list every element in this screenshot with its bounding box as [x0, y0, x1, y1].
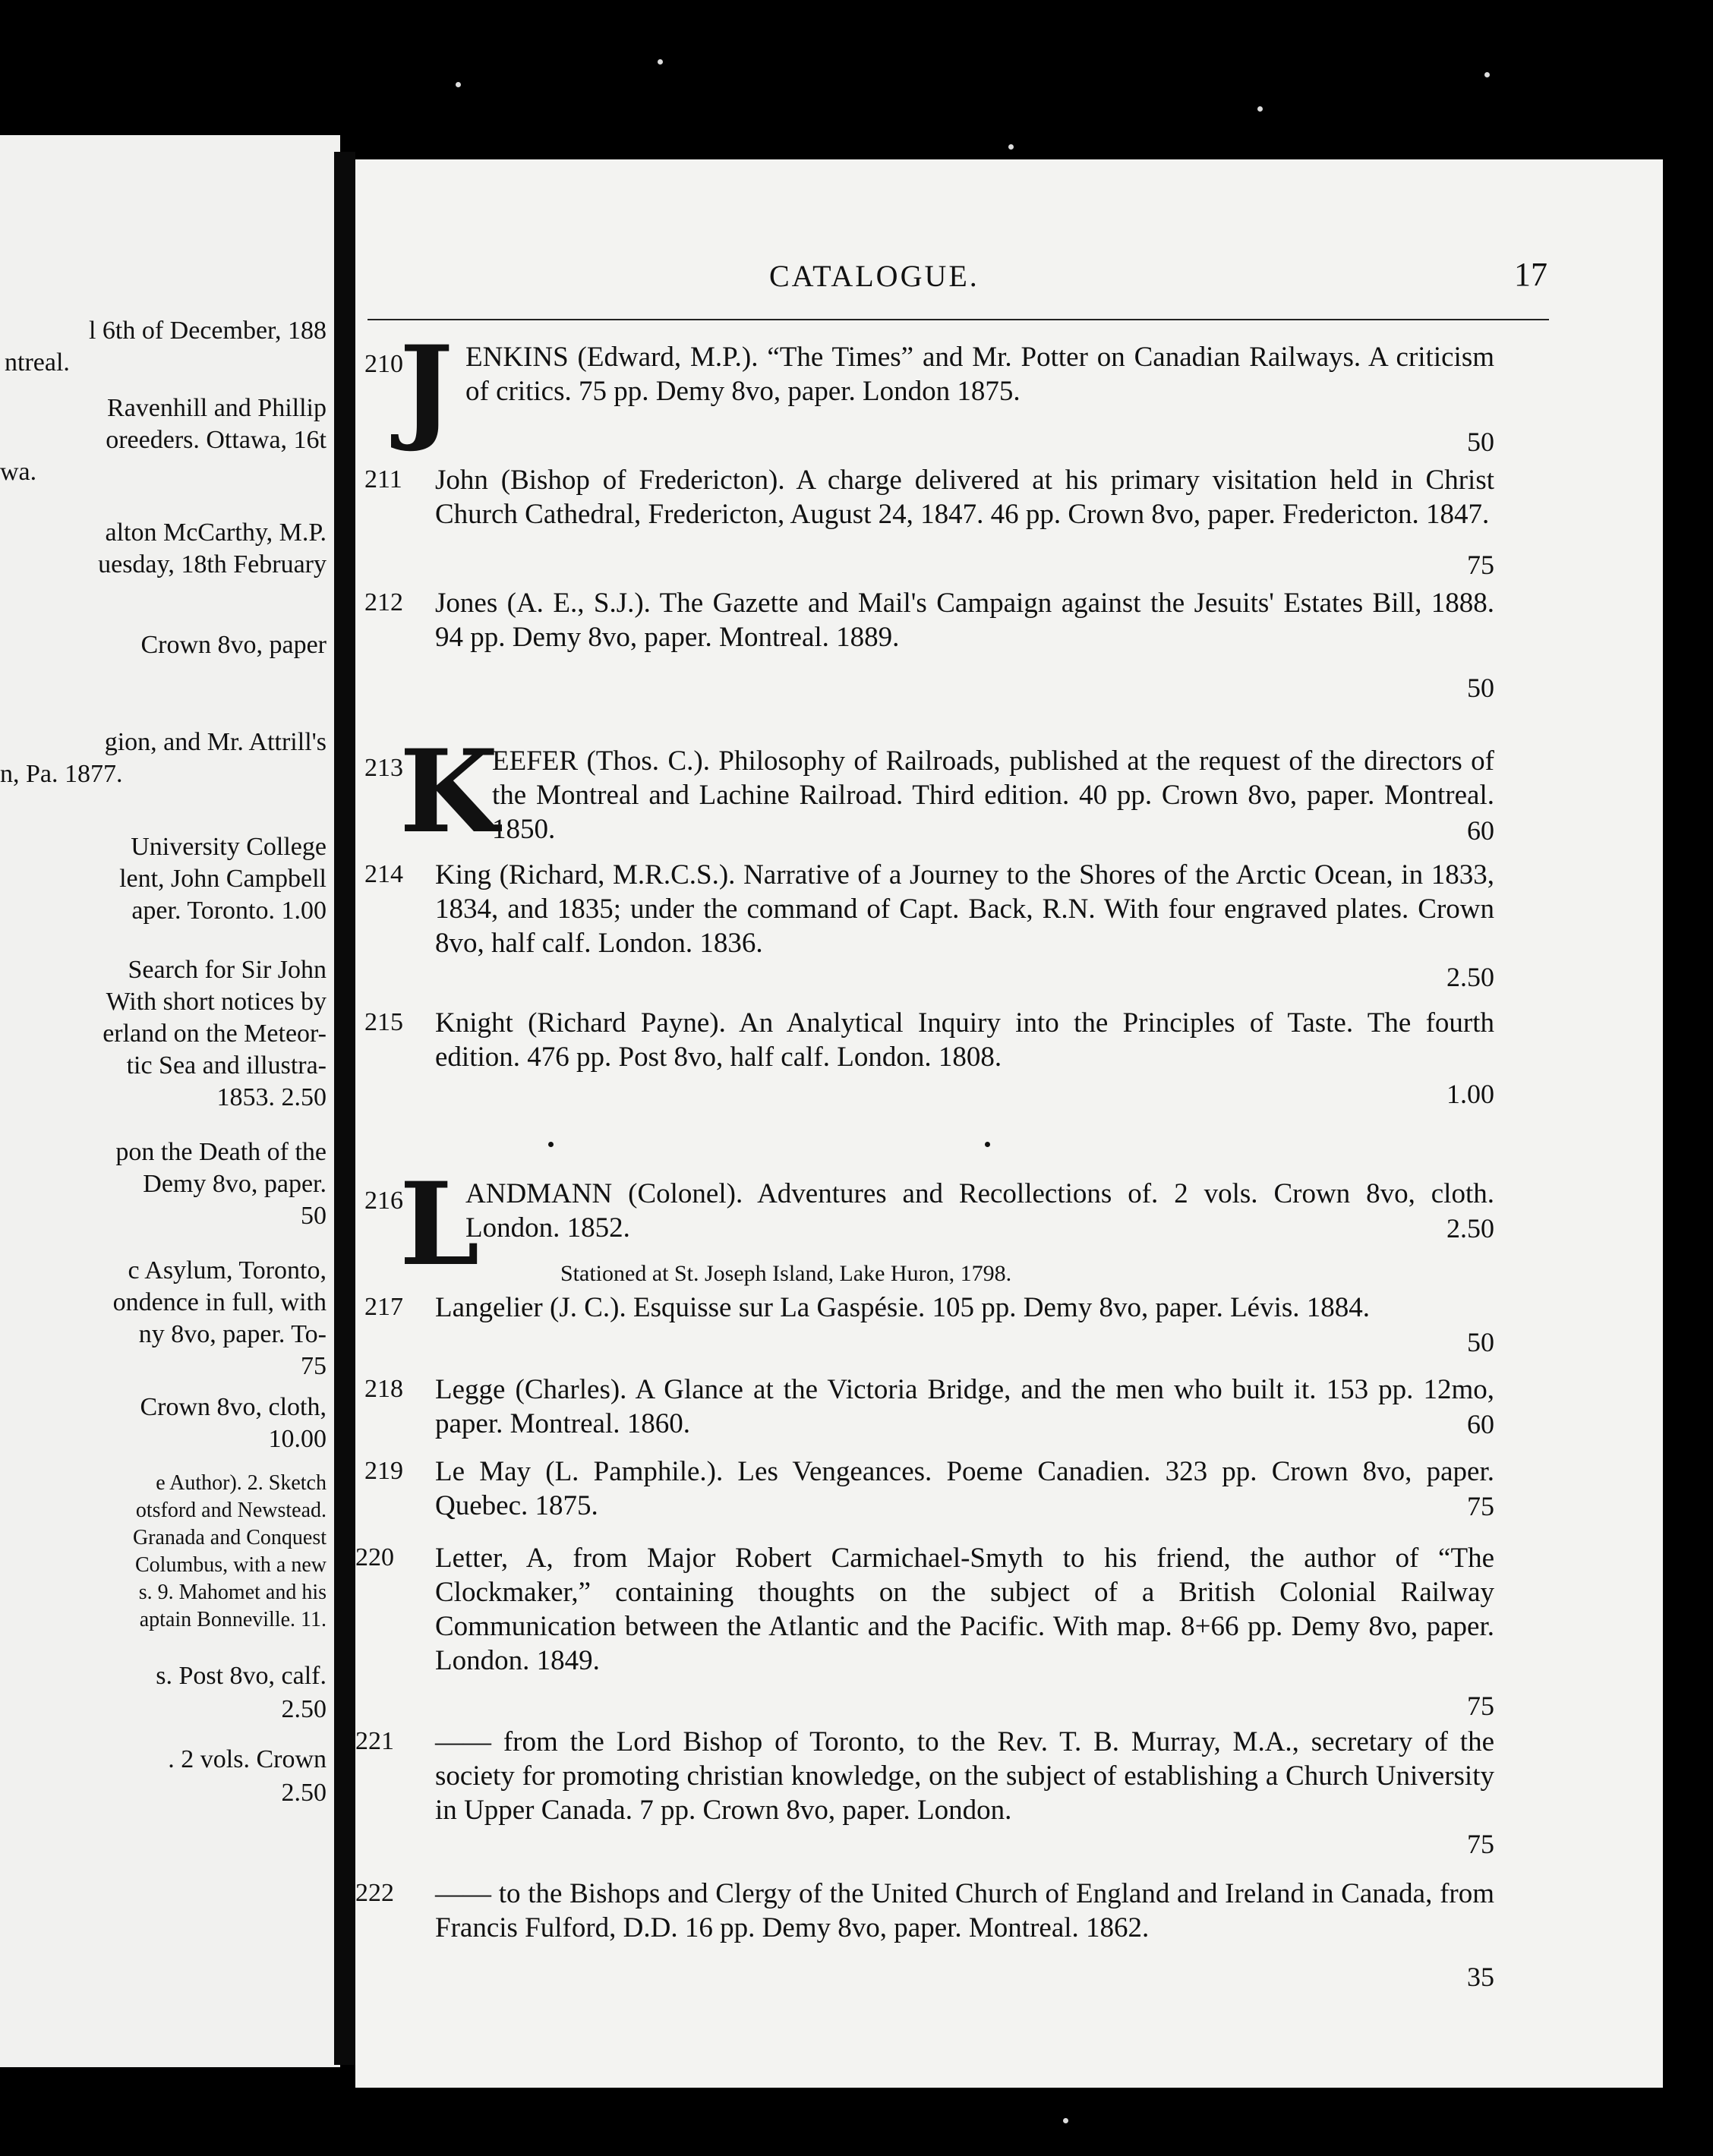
- entry-number: 214: [364, 860, 403, 888]
- entry-text: Legge (Charles). A Glance at the Victoria Bridge, and the men who built it. 153 pp. 12mo, paper. Montreal. 1860.: [435, 1374, 1494, 1439]
- page-speck: [548, 1142, 554, 1147]
- left-page-line: Crown 8vo, paper: [140, 631, 327, 659]
- left-page-line: Crown 8vo, cloth,: [140, 1393, 327, 1421]
- entry-price: 75: [1467, 1829, 1494, 1859]
- left-page-line: s. 9. Mahomet and his: [138, 1581, 327, 1604]
- entry-price: 75: [1467, 1491, 1494, 1521]
- background-speck: [658, 59, 663, 65]
- entry-number: 211: [364, 465, 402, 493]
- entry-price: 1.00: [1446, 1079, 1494, 1109]
- catalogue-entry: [364, 321, 1510, 457]
- left-page-line: ondence in full, with: [112, 1288, 327, 1316]
- left-page-line: 2.50: [281, 1779, 327, 1807]
- entry-price: 2.50: [1446, 962, 1494, 992]
- left-page-line: Ravenhill and Phillip: [107, 394, 327, 422]
- catalogue-entry: [364, 463, 1510, 580]
- left-page-line: Demy 8vo, paper.: [143, 1170, 327, 1198]
- entry-text: Le May (L. Pamphile.). Les Vengeances. Poeme Canadien. 323 pp. Crown 8vo, paper. Quebec. 1875.: [435, 1456, 1494, 1521]
- catalogue-entry: [355, 1725, 1510, 1877]
- entry-number: 221: [355, 1727, 394, 1755]
- entry-price: 75: [1467, 1691, 1494, 1721]
- left-page-line: ny 8vo, paper. To-: [138, 1320, 327, 1348]
- left-page-line: c Asylum, Toronto,: [128, 1256, 327, 1284]
- left-page-line: University College: [131, 833, 327, 861]
- entry-text: —— to the Bishops and Clergy of the United Church of England and Ireland in Canada, from Francis Fulford, D.D. 16 pp. Demy 8vo, paper. Montreal. 1862.: [435, 1878, 1494, 1943]
- catalogue-entry: [364, 858, 1510, 1002]
- entry-text: King (Richard, M.R.C.S.). Narrative of a Journey to the Shores of the Arctic Ocean, in 1833, 1834, and 1835; under the command of Capt. Back, R.N. With four engraved plates. Crown 8vo, half calf. London. 1836.: [435, 859, 1494, 959]
- left-page-line: wa.: [0, 458, 37, 486]
- entry-text: John (Bishop of Fredericton). A charge delivered at his primary visitation held in Christ Church Cathedral, Fredericton, August 24, 1847. 46 pp. Crown 8vo, paper. Fredericton. 1847.: [435, 465, 1494, 530]
- entry-price: 50: [1467, 427, 1494, 457]
- entry-price: 50: [1467, 1327, 1494, 1357]
- left-page-line: 10.00: [268, 1425, 327, 1453]
- entry-note: Stationed at St. Joseph Island, Lake Huron, 1798.: [560, 1261, 1012, 1286]
- entry-price: 75: [1467, 550, 1494, 580]
- decorative-initial: K: [399, 725, 499, 859]
- left-page-line: tic Sea and illustra-: [126, 1051, 327, 1080]
- background-speck: [1257, 106, 1263, 112]
- background-speck: [1484, 72, 1490, 77]
- entry-price: 50: [1467, 673, 1494, 703]
- entry-text: Langelier (J. C.). Esquisse sur La Gaspésie. 105 pp. Demy 8vo, paper. Lévis. 1884.: [435, 1292, 1371, 1323]
- catalogue-page: [355, 159, 1663, 2088]
- catalogue-entry: [364, 1455, 1510, 1538]
- entry-text: Knight (Richard Payne). An Analytical Inquiry into the Principles of Taste. The fourth edition. 476 pp. Post 8vo, half calf. London. 1808.: [435, 1007, 1494, 1073]
- entry-text: ENKINS (Edward, M.P.). “The Times” and Mr. Potter on Canadian Railways. A criticism of critics. 75 pp. Demy 8vo, paper. London 1875.: [465, 342, 1494, 407]
- catalogue-entry: [355, 1877, 1510, 1998]
- left-page-line: n, Pa. 1877.: [0, 760, 123, 788]
- entry-number: 216: [364, 1187, 403, 1215]
- entry-number: 220: [355, 1543, 394, 1571]
- left-page-line: uesday, 18th February: [98, 550, 327, 578]
- entry-number: 215: [364, 1008, 403, 1036]
- catalogue-entry: [364, 1373, 1510, 1456]
- left-page-line: 75: [301, 1352, 327, 1380]
- left-page-line: pon the Death of the: [115, 1138, 327, 1166]
- background-speck: [1063, 2118, 1068, 2123]
- left-page-line: oreeders. Ottawa, 16t: [106, 426, 327, 454]
- catalogue-entry: [364, 725, 1510, 859]
- left-page-line: Search for Sir John: [128, 956, 327, 984]
- entry-number: 212: [364, 588, 403, 616]
- entry-text: Jones (A. E., S.J.). The Gazette and Mail's Campaign against the Jesuits' Estates Bill, 1888. 94 pp. Demy 8vo, paper. Montreal. 1889.: [435, 588, 1494, 653]
- left-page-line: . 2 vols. Crown: [168, 1745, 327, 1773]
- left-page-line: Granada and Conquest: [132, 1526, 327, 1549]
- left-page-line: aptain Bonneville. 11.: [139, 1608, 327, 1631]
- left-page-line: Columbus, with a new: [135, 1553, 327, 1577]
- left-page-line: alton McCarthy, M.P.: [105, 519, 327, 547]
- left-page-line: s. Post 8vo, calf.: [156, 1662, 327, 1690]
- left-page-line: ntreal.: [5, 348, 70, 377]
- left-page-line: 1853. 2.50: [216, 1083, 327, 1111]
- page-number: 17: [1514, 256, 1547, 293]
- left-page-fragment: [0, 135, 340, 2067]
- background-speck: [1008, 144, 1014, 150]
- entry-price: 60: [1467, 1409, 1494, 1439]
- catalogue-entry: [355, 1541, 1510, 1723]
- entry-price: 2.50: [1446, 1213, 1494, 1243]
- left-page-line: lent, John Campbell: [119, 865, 327, 893]
- catalogue-entry: [364, 586, 1510, 703]
- entry-text: ANDMANN (Colonel). Adventures and Recollections of. 2 vols. Crown 8vo, cloth. London. 1852.: [465, 1178, 1494, 1243]
- background-speck: [456, 82, 461, 87]
- entry-number: 222: [355, 1879, 394, 1907]
- decorative-initial: L: [399, 1158, 480, 1291]
- entry-text: EEFER (Thos. C.). Philosophy of Railroads, published at the request of the directors of the Montreal and Lachine Railroad. Third edition. 40 pp. Crown 8vo, paper. Montreal. 1850.: [492, 745, 1494, 845]
- catalogue-entry: [364, 1291, 1510, 1374]
- left-page-line: otsford and Newstead.: [135, 1499, 327, 1522]
- entry-text: —— from the Lord Bishop of Toronto, to the Rev. T. B. Murray, M.A., secretary of the society for promoting christian knowledge, on the subject of establishing a Church University in Upper Canada. 7 pp. Crown 8vo, paper. London.: [435, 1726, 1494, 1826]
- left-page-line: gion, and Mr. Attrill's: [104, 728, 327, 756]
- left-page-line: l 6th of December, 188: [88, 317, 327, 345]
- entry-number: 213: [364, 754, 403, 782]
- left-page-line: 2.50: [281, 1695, 327, 1723]
- entry-price: 35: [1467, 1962, 1494, 1992]
- entry-number: 217: [364, 1293, 403, 1321]
- page-speck: [985, 1142, 990, 1147]
- left-page-line: e Author). 2. Sketch: [156, 1471, 327, 1495]
- header-rule: [368, 319, 1549, 320]
- left-page-line: With short notices by: [106, 988, 327, 1016]
- left-page-line: erland on the Meteor-: [103, 1020, 327, 1048]
- page-title: CATALOGUE.: [769, 259, 980, 293]
- left-page-line: aper. Toronto. 1.00: [131, 897, 327, 925]
- entry-number: 210: [364, 350, 403, 378]
- entry-number: 219: [364, 1457, 403, 1485]
- catalogue-entry: [364, 1158, 1510, 1306]
- book-gutter: [334, 152, 355, 2065]
- left-page-line: 50: [301, 1202, 327, 1230]
- entry-text: Letter, A, from Major Robert Carmichael-Smyth to his friend, the author of “The Clockmaker,” containing thoughts on the subject of a British Colonial Railway Communication between the Atlantic and the Pacific. With map. 8+66 pp. Demy 8vo, paper. London. 1849.: [435, 1543, 1494, 1676]
- decorative-initial: J: [399, 321, 453, 455]
- entry-number: 218: [364, 1375, 403, 1403]
- entry-price: 60: [1467, 815, 1494, 846]
- catalogue-entry: [364, 1006, 1510, 1120]
